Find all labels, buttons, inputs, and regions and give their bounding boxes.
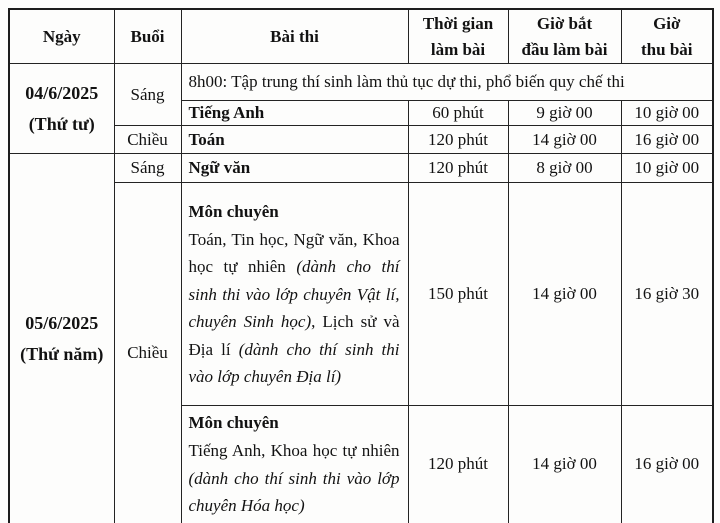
exam-title: Môn chuyên xyxy=(188,413,279,433)
header-collect-time xyxy=(621,9,713,64)
header-start-line2: đầu làm bài xyxy=(521,39,608,59)
header-exam-label: Bài thi xyxy=(270,26,319,46)
exam-cell: Toán xyxy=(181,126,408,154)
exam-title: Môn chuyên xyxy=(188,202,279,222)
table-header-row xyxy=(9,9,713,64)
exam-cell: Ngữ văn xyxy=(181,154,408,183)
weekday-value: (Thứ tư) xyxy=(28,113,95,134)
exam-detail: Tiếng Anh, Khoa học tự nhiên (dành cho thí sinh thi vào lớp chuyên Hóa học) xyxy=(188,440,400,516)
exam-schedule-table xyxy=(8,8,714,523)
weekday-value: (Thứ năm) xyxy=(20,343,104,364)
duration-cell: 150 phút xyxy=(408,183,508,406)
date-value: 05/6/2025 xyxy=(25,312,99,333)
header-date-label: Ngày xyxy=(42,26,81,46)
table-row xyxy=(9,154,713,183)
header-duration xyxy=(408,9,508,64)
exam-cell-specialized-1 xyxy=(181,183,408,406)
table-row xyxy=(9,64,713,101)
session-cell-morning-day1: Sáng xyxy=(114,64,181,126)
header-collect-line2: thu bài xyxy=(641,39,693,59)
header-start-line1: Giờ bắt xyxy=(536,14,593,33)
exam-detail: Toán, Tin học, Ngữ văn, Khoa học tự nhiên (dành cho thí sinh thi vào lớp chuyên Vật lí, chuyên Sinh học), Lịch sử và Địa lí (dành cho thí sinh thi vào lớp chuyên Địa lí) xyxy=(188,229,400,387)
header-session xyxy=(114,9,181,64)
collect-time-cell: 10 giờ 00 xyxy=(621,101,713,126)
start-time-cell: 14 giờ 00 xyxy=(508,183,621,406)
header-duration-line2: làm bài xyxy=(430,39,486,59)
exam-cell: Tiếng Anh xyxy=(181,101,408,126)
duration-cell: 60 phút xyxy=(408,101,508,126)
session-cell-morning-day2: Sáng xyxy=(114,154,181,183)
table-row xyxy=(9,126,713,154)
start-time-cell: 9 giờ 00 xyxy=(508,101,621,126)
header-collect-line1: Giờ xyxy=(653,14,681,33)
date-cell-day1 xyxy=(9,64,114,154)
header-date xyxy=(9,9,114,64)
duration-cell: 120 phút xyxy=(408,126,508,154)
session-cell-afternoon-day1: Chiều xyxy=(114,126,181,154)
session-cell-afternoon-day2: Chiều xyxy=(114,183,181,523)
collect-time-cell: 16 giờ 00 xyxy=(621,406,713,523)
header-duration-line1: Thời gian xyxy=(422,14,494,33)
duration-cell: 120 phút xyxy=(408,406,508,523)
exam-cell-specialized-2 xyxy=(181,406,408,523)
start-time-cell: 8 giờ 00 xyxy=(508,154,621,183)
date-value: 04/6/2025 xyxy=(25,83,99,104)
duration-cell: 120 phút xyxy=(408,154,508,183)
collect-time-cell: 16 giờ 30 xyxy=(621,183,713,406)
header-start-time xyxy=(508,9,621,64)
notice-cell: 8h00: Tập trung thí sinh làm thủ tục dự thi, phổ biến quy chế thi xyxy=(181,64,713,101)
start-time-cell: 14 giờ 00 xyxy=(508,406,621,523)
header-session-label: Buổi xyxy=(130,26,165,46)
start-time-cell: 14 giờ 00 xyxy=(508,126,621,154)
header-exam xyxy=(181,9,408,64)
table-row xyxy=(9,183,713,406)
collect-time-cell: 16 giờ 00 xyxy=(621,126,713,154)
date-cell-day2 xyxy=(9,154,114,523)
collect-time-cell: 10 giờ 00 xyxy=(621,154,713,183)
